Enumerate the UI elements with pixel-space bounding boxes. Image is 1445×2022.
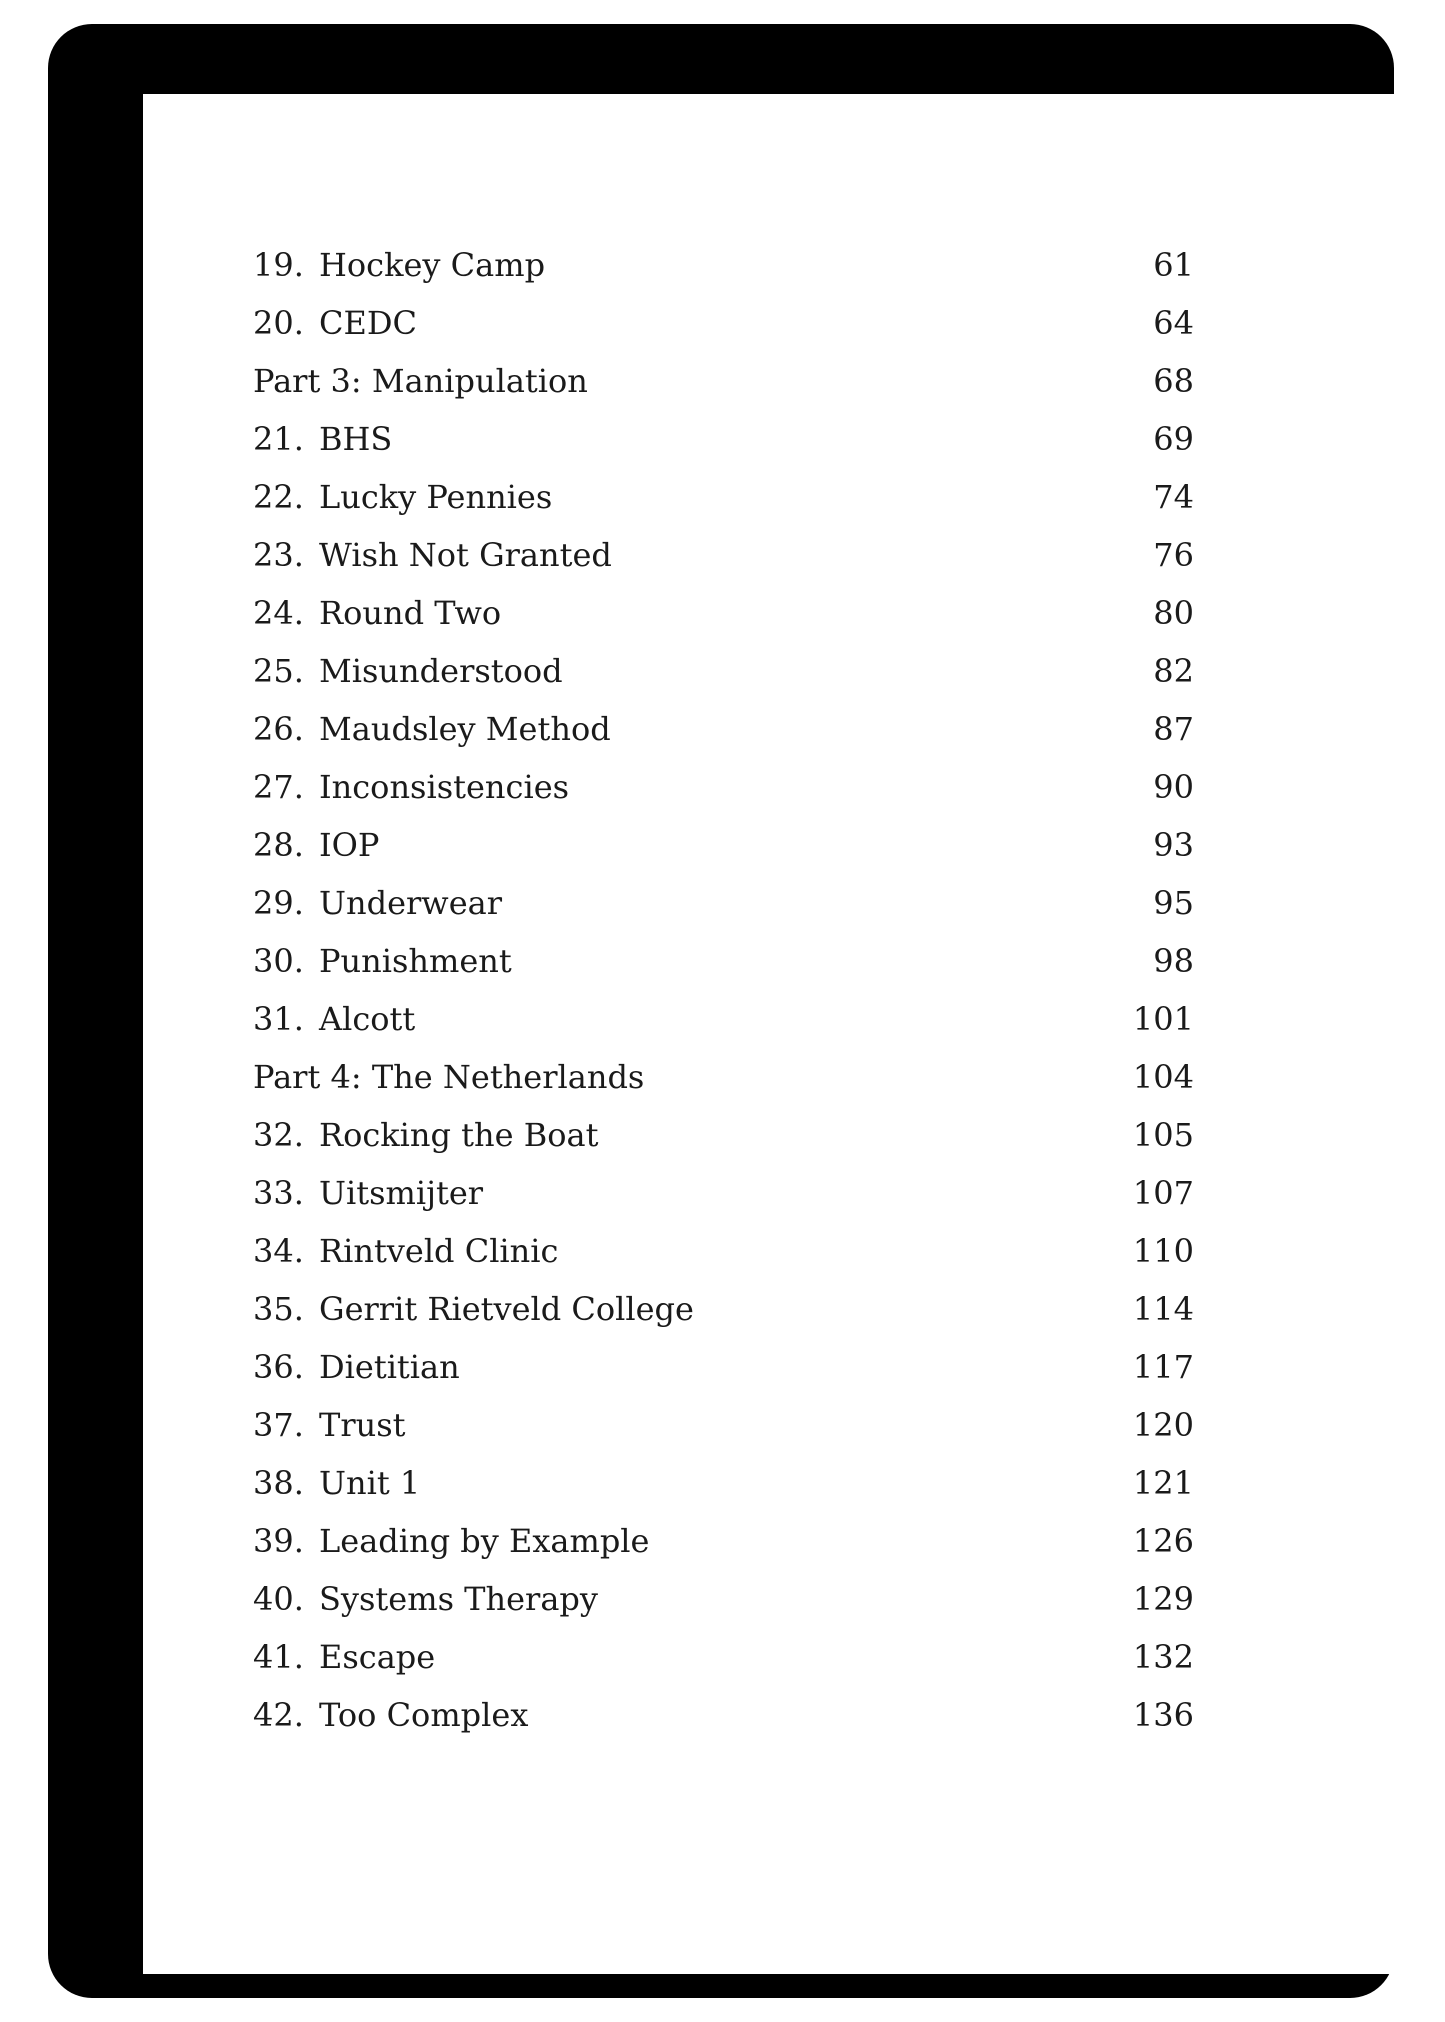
toc-entry <box>253 990 1194 1048</box>
toc-entry-title: Unit 1 <box>319 1464 421 1502</box>
toc-entry-title: Rintveld Clinic <box>319 1232 559 1270</box>
toc-entry-number: 27. <box>253 768 304 806</box>
toc-entry-number: 32. <box>253 1116 304 1154</box>
toc-entry-label <box>253 758 569 816</box>
toc-entry <box>253 816 1194 874</box>
toc-entry-title: Round Two <box>319 594 502 632</box>
toc-entry-page: 129 <box>1132 1580 1194 1618</box>
toc-entry <box>253 1106 1194 1164</box>
toc-entry-title: Escape <box>319 1638 436 1676</box>
toc-entry-number: 33. <box>253 1174 304 1212</box>
toc-entry <box>253 1164 1194 1222</box>
toc-entry-label <box>253 1512 649 1570</box>
toc-entry-page: 82 <box>1153 652 1194 690</box>
toc-entry-page: 87 <box>1153 710 1194 748</box>
toc-entry <box>253 1570 1194 1628</box>
toc-entry-page: 121 <box>1132 1464 1194 1502</box>
toc-entry-number: 35. <box>253 1290 304 1328</box>
toc-entry-number: 25. <box>253 652 304 690</box>
table-of-contents <box>253 236 1194 1744</box>
toc-entry <box>253 758 1194 816</box>
toc-entry-label <box>253 352 588 410</box>
toc-entry-page: 76 <box>1153 536 1194 574</box>
toc-entry-label <box>253 526 612 584</box>
toc-entry <box>253 932 1194 990</box>
toc-entry-label <box>253 1396 406 1454</box>
toc-entry-title: Inconsistencies <box>319 768 570 806</box>
toc-part-heading <box>253 1048 1194 1106</box>
toc-part-title: Part 4: The Netherlands <box>253 1058 645 1096</box>
toc-entry-number: 41. <box>253 1638 304 1676</box>
toc-entry <box>253 1280 1194 1338</box>
toc-entry-label <box>253 294 417 352</box>
toc-entry-page: 107 <box>1132 1174 1194 1212</box>
toc-entry-label <box>253 1338 460 1396</box>
toc-entry-number: 30. <box>253 942 304 980</box>
toc-entry-title: Uitsmijter <box>319 1174 484 1212</box>
toc-entry-page: 74 <box>1153 478 1194 516</box>
toc-entry-title: BHS <box>319 420 393 458</box>
toc-entry-page: 68 <box>1153 362 1194 400</box>
toc-entry-number: 19. <box>253 246 304 284</box>
toc-entry-number: 31. <box>253 1000 304 1038</box>
toc-entry-page: 101 <box>1132 1000 1194 1038</box>
toc-entry-title: Too Complex <box>319 1696 529 1734</box>
toc-entry-label <box>253 1048 644 1106</box>
toc-entry-title: Punishment <box>319 942 512 980</box>
toc-entry-label <box>253 1280 694 1338</box>
toc-entry-number: 24. <box>253 594 304 632</box>
toc-entry <box>253 236 1194 294</box>
toc-entry-number: 34. <box>253 1232 304 1270</box>
toc-entry-title: Gerrit Rietveld College <box>319 1290 694 1328</box>
toc-entry-title: CEDC <box>319 304 417 342</box>
toc-entry-title: Alcott <box>319 1000 416 1038</box>
toc-entry-label <box>253 1106 598 1164</box>
toc-entry-number: 42. <box>253 1696 304 1734</box>
toc-entry-number: 21. <box>253 420 304 458</box>
toc-entry-title: Trust <box>319 1406 406 1444</box>
toc-entry-page: 98 <box>1153 942 1194 980</box>
toc-entry-label <box>253 584 501 642</box>
toc-part-title: Part 3: Manipulation <box>253 362 588 400</box>
toc-entry <box>253 1512 1194 1570</box>
toc-entry-number: 20. <box>253 304 304 342</box>
toc-entry-title: Rocking the Boat <box>319 1116 599 1154</box>
toc-entry <box>253 1338 1194 1396</box>
toc-entry-label <box>253 1628 435 1686</box>
toc-entry-label <box>253 874 502 932</box>
toc-entry-number: 29. <box>253 884 304 922</box>
toc-entry-page: 104 <box>1132 1058 1194 1096</box>
toc-entry-label <box>253 700 611 758</box>
toc-entry <box>253 468 1194 526</box>
toc-entry-number: 23. <box>253 536 304 574</box>
toc-entry <box>253 584 1194 642</box>
toc-entry <box>253 294 1194 352</box>
toc-entry-label <box>253 468 552 526</box>
toc-entry <box>253 1628 1194 1686</box>
toc-entry-label <box>253 816 379 874</box>
toc-entry-page: 126 <box>1132 1522 1194 1560</box>
toc-entry-label <box>253 932 512 990</box>
toc-entry-page: 93 <box>1153 826 1194 864</box>
toc-entry-page: 80 <box>1153 594 1194 632</box>
toc-entry-number: 39. <box>253 1522 304 1560</box>
toc-entry-title: Lucky Pennies <box>319 478 553 516</box>
toc-entry-title: IOP <box>319 826 380 864</box>
toc-entry-label <box>253 1222 558 1280</box>
toc-entry-number: 28. <box>253 826 304 864</box>
toc-entry-number: 26. <box>253 710 304 748</box>
toc-entry-label <box>253 1570 598 1628</box>
toc-entry-page: 64 <box>1153 304 1194 342</box>
toc-entry-number: 37. <box>253 1406 304 1444</box>
toc-entry <box>253 1396 1194 1454</box>
toc-entry-title: Maudsley Method <box>319 710 611 748</box>
toc-entry-page: 90 <box>1153 768 1194 806</box>
toc-entry-title: Misunderstood <box>319 652 563 690</box>
toc-entry-label <box>253 410 392 468</box>
toc-entry-title: Hockey Camp <box>319 246 546 284</box>
toc-entry-page: 105 <box>1132 1116 1194 1154</box>
toc-entry-title: Underwear <box>319 884 502 922</box>
toc-entry-title: Leading by Example <box>319 1522 650 1560</box>
toc-entry-label <box>253 1686 528 1744</box>
toc-entry-number: 38. <box>253 1464 304 1502</box>
toc-entry-title: Dietitian <box>319 1348 460 1386</box>
toc-entry-page: 132 <box>1132 1638 1194 1676</box>
toc-entry-page: 110 <box>1132 1232 1194 1270</box>
toc-entry <box>253 1222 1194 1280</box>
toc-entry-label <box>253 1164 483 1222</box>
toc-entry-page: 120 <box>1132 1406 1194 1444</box>
toc-entry-page: 136 <box>1132 1696 1194 1734</box>
toc-entry <box>253 700 1194 758</box>
toc-entry <box>253 410 1194 468</box>
toc-entry-page: 95 <box>1153 884 1194 922</box>
toc-entry-number: 22. <box>253 478 304 516</box>
toc-entry <box>253 642 1194 700</box>
toc-entry-page: 114 <box>1132 1290 1194 1328</box>
toc-entry-label <box>253 236 545 294</box>
toc-entry <box>253 1686 1194 1744</box>
toc-entry-label <box>253 1454 420 1512</box>
toc-entry-label <box>253 990 415 1048</box>
toc-entry <box>253 1454 1194 1512</box>
toc-entry-page: 117 <box>1132 1348 1194 1386</box>
toc-entry-title: Wish Not Granted <box>319 536 612 574</box>
toc-entry-number: 36. <box>253 1348 304 1386</box>
toc-entry-page: 69 <box>1153 420 1194 458</box>
toc-entry-page: 61 <box>1153 246 1194 284</box>
toc-entry <box>253 874 1194 932</box>
toc-part-heading <box>253 352 1194 410</box>
toc-entry-title: Systems Therapy <box>319 1580 598 1618</box>
toc-entry-number: 40. <box>253 1580 304 1618</box>
toc-entry-label <box>253 642 563 700</box>
toc-entry <box>253 526 1194 584</box>
